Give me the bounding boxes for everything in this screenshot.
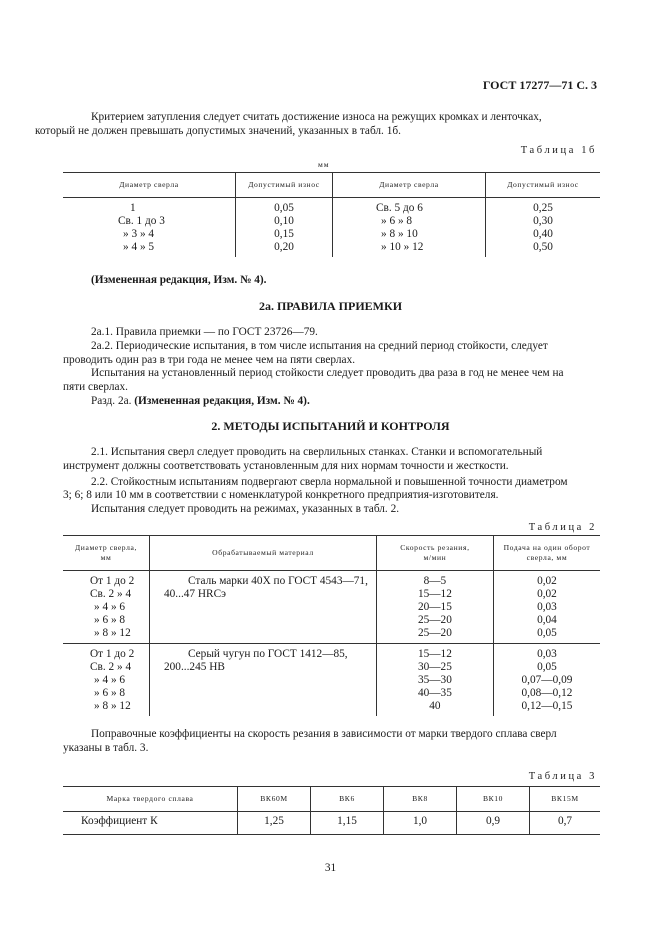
t2-speed: 40—35 xyxy=(417,687,452,699)
t2-group-steel xyxy=(63,571,600,644)
t2-header-feed xyxy=(493,536,600,571)
t1b-wear: 0,50 xyxy=(533,241,553,253)
intro-paragraph xyxy=(35,111,597,139)
t2-speed: 8—5 xyxy=(423,575,447,587)
t2-diam: » 4 » 6 xyxy=(94,601,126,613)
t2-speed: 25—20 xyxy=(417,614,452,626)
coef-line: указаны в табл. 3. xyxy=(63,741,149,754)
paragraph-2a2-line: 2а.2. Периодические испытания, в том числе испытания на средний период стойкости, следует xyxy=(91,339,548,352)
t2-diam: Св. 2 » 4 xyxy=(90,661,132,673)
t2-material: 40...47 HRCэ xyxy=(164,588,226,600)
t1b-wear: 0,05 xyxy=(274,202,294,214)
t3-value: 0,7 xyxy=(530,812,601,835)
page-number: 31 xyxy=(324,862,337,874)
t1b-wear: 0,10 xyxy=(274,215,294,227)
t1b-diam: » 6 » 8 xyxy=(381,215,413,227)
t2-feed: 0,03 xyxy=(537,601,557,613)
section-2a-title: 2а. ПРАВИЛА ПРИЕМКИ xyxy=(258,299,403,313)
t2-speed: 40 xyxy=(429,700,441,712)
t1b-wear: 0,20 xyxy=(274,241,294,253)
section-2-title: 2. МЕТОДЫ ИСПЫТАНИЙ И КОНТРОЛЯ xyxy=(211,419,450,433)
coef-line: Поправочные коэффициенты на скорость резания в зависимости от марки твердого сплава сверл xyxy=(91,728,557,740)
t1b-wear: 0,25 xyxy=(533,202,553,214)
t3-header: ВК8 xyxy=(384,787,457,812)
t2-diam: Св. 2 » 4 xyxy=(90,588,132,600)
t1b-header: Допустимый износ xyxy=(486,173,601,198)
t1b-diam: Св. 1 до 3 xyxy=(118,215,165,227)
t3-header: ВК10 xyxy=(457,787,530,812)
paragraph-2a4-prefix: Разд. 2а. xyxy=(91,394,132,407)
paragraph-22-line: 3; 6; 8 или 10 мм в соответствии с номенклатурой конкретного предприятия-изготовителя. xyxy=(63,489,499,502)
table1b-unit: мм xyxy=(318,160,330,169)
paragraph-2a4 xyxy=(63,395,597,409)
paragraph-2a4-note: (Измененная редакция, Изм. № 4). xyxy=(134,394,310,407)
table3-caption: Таблица 3 xyxy=(528,771,597,782)
t2-diam: » 6 » 8 xyxy=(94,687,126,699)
t2-feed: 0,05 xyxy=(537,627,557,639)
t1b-diam: Св. 5 до 6 xyxy=(376,202,423,214)
t2-speed: 30—25 xyxy=(417,661,452,673)
page-header: ГОСТ 17277—71 С. 3 xyxy=(482,78,597,92)
t1b-wear: 0,15 xyxy=(274,228,294,240)
t3-header: ВК60М xyxy=(238,787,311,812)
t1b-diam: » 10 » 12 xyxy=(381,241,424,253)
section-2-body xyxy=(63,446,597,517)
t1b-diam: » 3 » 4 xyxy=(123,228,155,240)
t1b-wear: 0,30 xyxy=(533,215,553,227)
t2-header-line: м/мин xyxy=(423,553,447,562)
t2-speed: 15—12 xyxy=(417,588,452,600)
t3-header: ВК15М xyxy=(530,787,601,812)
paragraph-2a2-line: проводить один раз в три года не менее чем на пяти сверлах. xyxy=(63,353,356,366)
t2-material: 200...245 НВ xyxy=(164,661,225,673)
table-2 xyxy=(63,535,600,716)
t2-feed: 0,05 xyxy=(537,661,557,673)
amendment-note: (Измененная редакция, Изм. № 4). xyxy=(91,274,267,286)
t2-diam: » 8 » 12 xyxy=(94,700,131,712)
table-1b xyxy=(63,172,600,257)
t2-material: Сталь марки 40Х по ГОСТ 4543—71, xyxy=(188,575,368,587)
t2-speed: 25—20 xyxy=(417,627,452,639)
paragraph-21-line: инструмент должны соответствовать установленным для них нормам точности и жесткости. xyxy=(63,459,509,472)
t3-value: 1,25 xyxy=(238,812,311,835)
t2-header-line: мм xyxy=(100,553,112,562)
t2-feed: 0,02 xyxy=(537,588,557,600)
t2-material: Серый чугун по ГОСТ 1412—85, xyxy=(188,648,348,660)
t2-diam: От 1 до 2 xyxy=(90,575,135,587)
paragraph-2a1: 2а.1. Правила приемки — по ГОСТ 23726—79. xyxy=(91,326,318,338)
t3-value: 1,15 xyxy=(311,812,384,835)
t2-speed: 35—30 xyxy=(417,674,452,686)
paragraph-22-line: 2.2. Стойкостным испытаниям подвергают сверла нормальной и повышенной точности диаметром xyxy=(91,475,568,488)
t1b-header: Диаметр сверла xyxy=(63,173,236,198)
t1b-header: Допустимый износ xyxy=(236,173,333,198)
t3-row-label: Коэффициент К xyxy=(81,815,158,827)
t2-header-line: сверла, мм xyxy=(526,553,568,562)
t2-header-line: Скорость резания, xyxy=(400,543,470,552)
t1b-wear: 0,40 xyxy=(533,228,553,240)
t3-value: 1,0 xyxy=(384,812,457,835)
t2-speed: 20—15 xyxy=(417,601,452,613)
t3-header: ВК6 xyxy=(311,787,384,812)
paragraph-21-line: 2.1. Испытания сверл следует проводить на сверлильных станках. Станки и вспомогательный xyxy=(91,446,543,458)
intro-line: который не должен превышать допустимых значений, указанных в табл. 1б. xyxy=(35,124,401,137)
t2-feed: 0,07—0,09 xyxy=(521,674,573,686)
t2-diam: » 8 » 12 xyxy=(94,627,131,639)
paragraph-2a3-line: пяти сверлах. xyxy=(63,381,128,394)
table-3 xyxy=(63,786,600,835)
t2-feed: 0,02 xyxy=(537,575,557,587)
table2-caption: Таблица 2 xyxy=(528,522,597,533)
t2-header-line: Подача на один оборот xyxy=(503,543,591,552)
t2-diam: От 1 до 2 xyxy=(90,648,135,660)
paragraph-23: Испытания следует проводить на режимах, указанных в табл. 2. xyxy=(91,503,400,516)
coefficients-paragraph xyxy=(63,728,597,756)
t2-diam: » 4 » 6 xyxy=(94,674,126,686)
t2-group-iron xyxy=(63,644,600,717)
t2-feed: 0,03 xyxy=(537,648,557,660)
t2-feed: 0,04 xyxy=(537,614,557,626)
t1b-header: Диаметр сверла xyxy=(333,173,486,198)
t2-header-diam xyxy=(63,536,150,571)
t2-header-line: Диаметр сверла, xyxy=(75,543,137,552)
t2-feed: 0,08—0,12 xyxy=(521,687,573,699)
paragraph-2a3-line: Испытания на установленный период стойкости следует проводить два раза в год не менее чем на xyxy=(91,367,564,380)
t1b-diam: 1 xyxy=(130,202,136,214)
section-2a-body xyxy=(63,326,597,409)
t3-header: Марка твердого сплава xyxy=(63,787,238,812)
t2-diam: » 6 » 8 xyxy=(94,614,126,626)
t2-header-material: Обрабатываемый материал xyxy=(150,536,377,571)
t1b-diam: » 8 » 10 xyxy=(381,228,418,240)
table1b-caption: Таблица 1б xyxy=(520,145,597,156)
t1b-diam: » 4 » 5 xyxy=(123,241,155,253)
intro-line: Критерием затупления следует считать достижение износа на режущих кромках и ленточках, xyxy=(91,111,542,123)
t2-speed: 15—12 xyxy=(417,648,452,660)
t3-value: 0,9 xyxy=(457,812,530,835)
t2-feed: 0,12—0,15 xyxy=(521,700,573,712)
t2-header-speed xyxy=(376,536,493,571)
